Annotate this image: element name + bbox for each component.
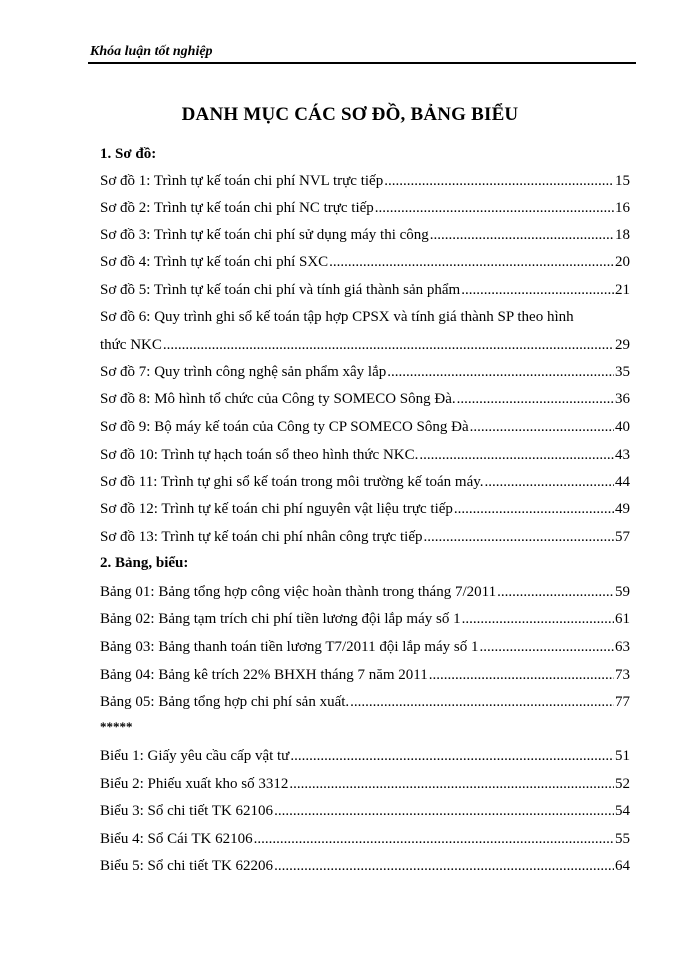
toc-entry-label: Bảng 05: Bảng tổng hợp chi phí sản xuất. xyxy=(100,694,350,710)
dot-leader xyxy=(461,281,614,299)
toc-entry-label: Sơ đồ 8: Mô hình tổ chức của Công ty SOMECO Sông Đà. xyxy=(100,391,456,407)
section-heading-diagrams: 1. Sơ đồ: xyxy=(100,146,157,162)
toc-entry-label: Sơ đồ 12: Trình tự kế toán chi phí nguyên vật liệu trực tiếp xyxy=(100,501,453,517)
toc-entry xyxy=(100,281,630,299)
toc-entry-label: Bảng 04: Bảng kê trích 22% BHXH tháng 7 năm 2011 xyxy=(100,667,428,683)
toc-entry xyxy=(100,666,630,684)
toc-entry xyxy=(100,830,630,848)
toc-entry-page: 49 xyxy=(615,501,630,517)
toc-entry-label: Bảng 01: Bảng tổng hợp công việc hoàn thành trong tháng 7/2011 xyxy=(100,584,497,600)
toc-entry-page: 15 xyxy=(615,173,630,189)
toc-entry xyxy=(100,802,630,820)
dot-leader xyxy=(430,226,614,244)
toc-entry xyxy=(100,610,630,628)
toc-entry-page: 63 xyxy=(615,639,630,655)
toc-entry xyxy=(100,226,630,244)
toc-entry xyxy=(100,528,630,546)
toc-entry-label: Biểu 4: Sổ Cái TK 62106 xyxy=(100,831,253,847)
dot-leader xyxy=(350,693,614,711)
toc-entry-label: Sơ đồ 13: Trình tự kế toán chi phí nhân công trực tiếp xyxy=(100,529,423,545)
toc-entry-page: 18 xyxy=(615,227,630,243)
toc-entry xyxy=(100,775,630,793)
dot-leader xyxy=(429,666,614,684)
toc-entry-page: 43 xyxy=(615,447,630,463)
dot-leader xyxy=(485,473,614,491)
toc-entry-label: Biểu 2: Phiếu xuất kho số 3312 xyxy=(100,776,289,792)
dot-leader xyxy=(289,775,614,793)
dot-leader xyxy=(163,336,614,354)
toc-entry-page: 61 xyxy=(615,611,630,627)
toc-entry xyxy=(100,583,630,601)
toc-entry-page: 73 xyxy=(615,667,630,683)
toc-entry xyxy=(100,857,630,875)
toc-entry xyxy=(100,500,630,518)
toc-entry-page: 55 xyxy=(615,831,630,847)
dot-leader xyxy=(329,253,614,271)
dot-leader xyxy=(457,390,614,408)
toc-entry-label: Sơ đồ 3: Trình tự kế toán chi phí sử dụng máy thi công xyxy=(100,227,429,243)
toc-entry-label: Sơ đồ 10: Trình tự hạch toán sổ theo hình thức NKC. xyxy=(100,447,419,463)
toc-entry-page: 44 xyxy=(615,474,630,490)
toc-entry-label: Sơ đồ 9: Bộ máy kế toán của Công ty CP SOMECO Sông Đà xyxy=(100,419,469,435)
toc-entry xyxy=(100,390,630,408)
section-heading-tables: 2. Bảng, biểu: xyxy=(100,555,189,571)
page-title: DANH MỤC CÁC SƠ ĐỒ, BẢNG BIỂU xyxy=(181,104,519,125)
toc-entry xyxy=(100,638,630,656)
toc-entry xyxy=(100,199,630,217)
dot-leader xyxy=(419,446,614,464)
toc-entry-label: Sơ đồ 2: Trình tự kế toán chi phí NC trực tiếp xyxy=(100,200,374,216)
toc-entry-page: 20 xyxy=(615,254,630,270)
dot-leader xyxy=(290,747,614,765)
toc-entry-label: thức NKC xyxy=(100,337,162,353)
dot-leader xyxy=(375,199,614,217)
toc-entry-label: Bảng 03: Bảng thanh toán tiền lương T7/2011 đội lắp máy số 1 xyxy=(100,639,479,655)
dot-leader xyxy=(274,802,614,820)
dot-leader xyxy=(274,857,614,875)
toc-entry xyxy=(100,336,630,354)
toc-entry-label: Biểu 5: Sổ chi tiết TK 62206 xyxy=(100,858,274,874)
toc-entry xyxy=(100,253,630,271)
dot-leader xyxy=(454,500,614,518)
toc-entry xyxy=(100,473,630,491)
dot-leader xyxy=(387,363,614,381)
toc-entry-page: 16 xyxy=(615,200,630,216)
dot-leader xyxy=(384,172,614,190)
toc-entry-page: 59 xyxy=(615,584,630,600)
toc-entry-label: Sơ đồ 11: Trình tự ghi sổ kế toán trong môi trường kế toán máy. xyxy=(100,474,484,490)
toc-entry-label: Biểu 1: Giấy yêu cầu cấp vật tư xyxy=(100,748,290,764)
header-rule xyxy=(88,62,636,64)
dot-leader xyxy=(497,583,614,601)
running-header: Khóa luận tốt nghiệp xyxy=(90,44,213,59)
toc-entry-page: 36 xyxy=(615,391,630,407)
dot-leader xyxy=(470,418,614,436)
toc-entry-label: Bảng 02: Bảng tạm trích chi phí tiền lương đội lắp máy số 1 xyxy=(100,611,461,627)
separator-stars: ***** xyxy=(100,719,133,734)
toc-entry-page: 35 xyxy=(615,364,630,380)
toc-entry-page: 54 xyxy=(615,803,630,819)
toc-entry-label: Sơ đồ 7: Quy trình công nghệ sản phẩm xây lắp xyxy=(100,364,387,380)
toc-entry xyxy=(100,693,630,711)
toc-entry xyxy=(100,747,630,765)
toc-entry xyxy=(100,418,630,436)
toc-entry-page: 21 xyxy=(615,282,630,298)
toc-entry-page: 40 xyxy=(615,419,630,435)
toc-entry-page: 52 xyxy=(615,776,630,792)
dot-leader xyxy=(424,528,615,546)
toc-entry-label: Biểu 3: Sổ chi tiết TK 62106 xyxy=(100,803,274,819)
toc-entry-label: Sơ đồ 4: Trình tự kế toán chi phí SXC xyxy=(100,254,329,270)
dot-leader xyxy=(462,610,614,628)
toc-entry xyxy=(100,363,630,381)
toc-entry-page: 51 xyxy=(615,748,630,764)
toc-entry-label-line1: Sơ đồ 6: Quy trình ghi sổ kế toán tập hợp CPSX và tính giá thành SP theo hình xyxy=(100,309,574,325)
toc-entry-page: 77 xyxy=(615,694,630,710)
toc-entry-page: 64 xyxy=(615,858,630,874)
toc-entry-page: 29 xyxy=(615,337,630,353)
toc-entry xyxy=(100,446,630,464)
dot-leader xyxy=(254,830,614,848)
toc-entry-label: Sơ đồ 1: Trình tự kế toán chi phí NVL trực tiếp xyxy=(100,173,384,189)
toc-entry-label: Sơ đồ 5: Trình tự kế toán chi phí và tính giá thành sản phẩm xyxy=(100,282,461,298)
toc-entry-page: 57 xyxy=(615,529,630,545)
toc-entry xyxy=(100,172,630,190)
dot-leader xyxy=(480,638,614,656)
